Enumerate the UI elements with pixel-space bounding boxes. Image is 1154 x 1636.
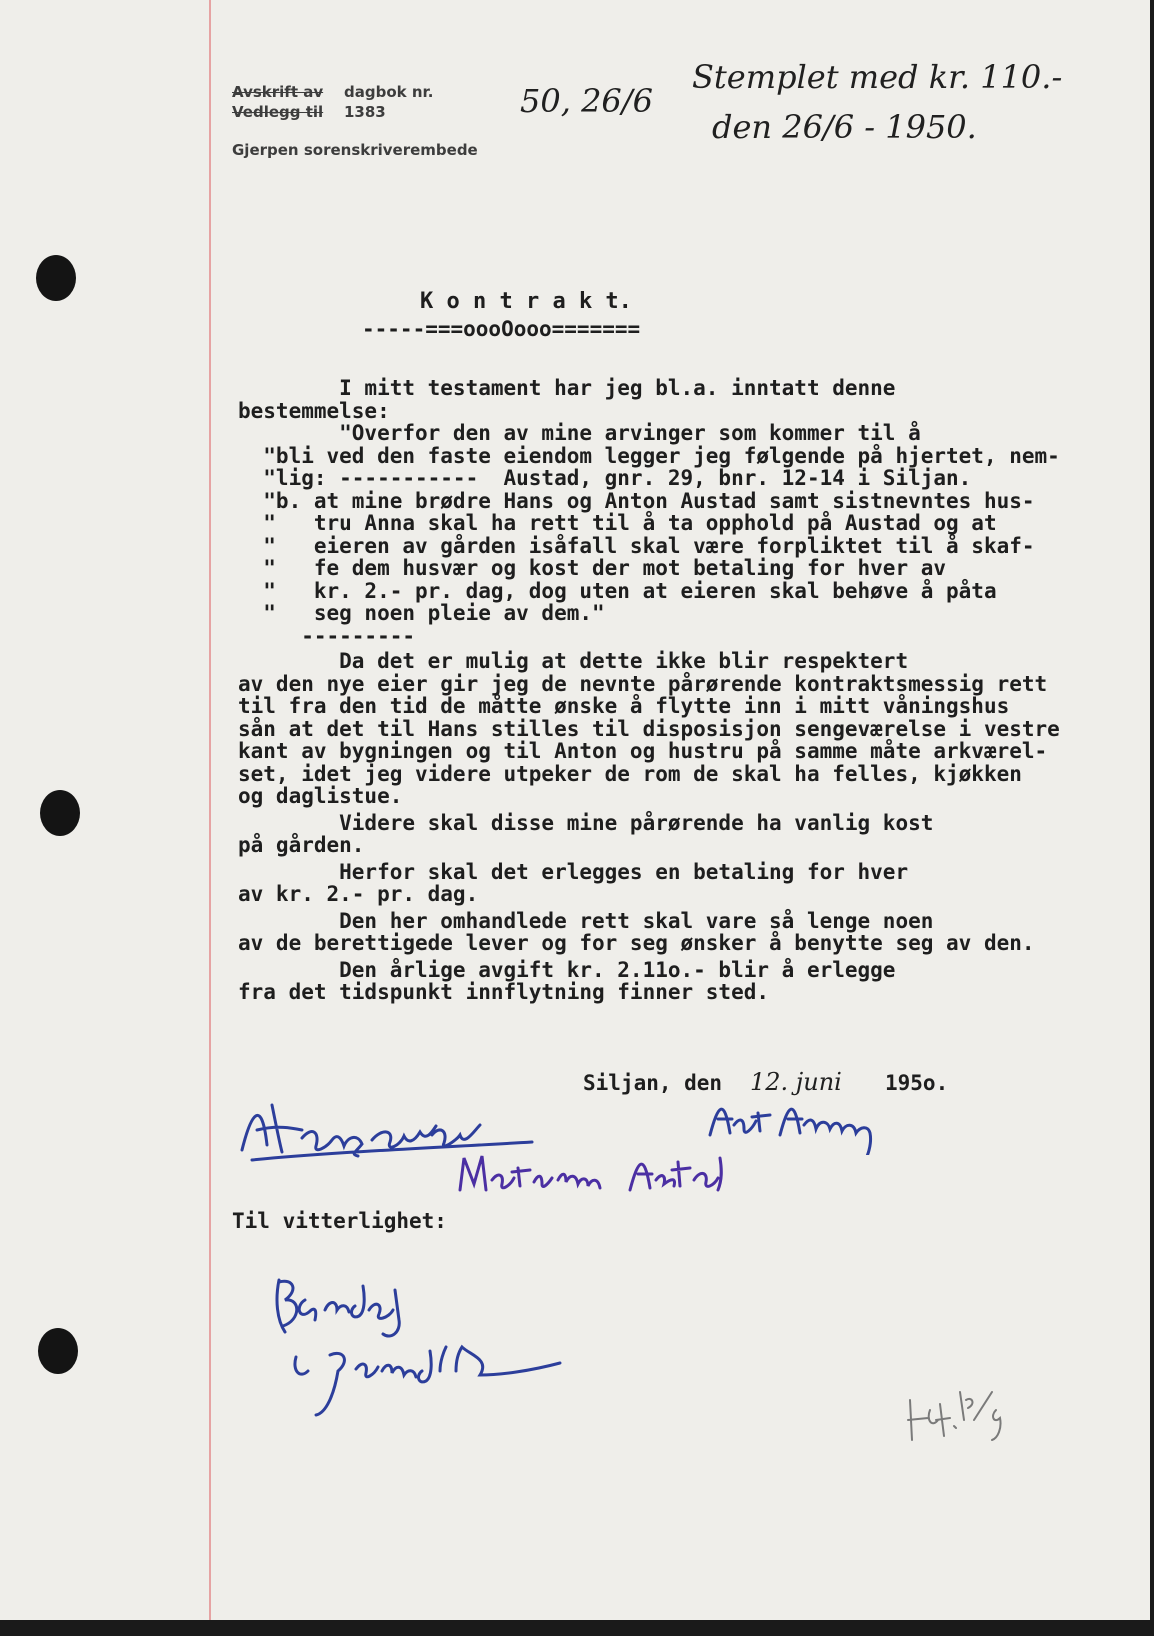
contract-line: " kr. 2.- pr. dag, dog uten at eieren skal behøve å påta (238, 579, 997, 603)
contract-line: " tru Anna skal ha rett til å ta opphold på Austad og at (238, 511, 997, 535)
contract-line: Videre skal disse mine pårørende ha vanlig kost (238, 811, 934, 835)
contract-line: av de berettigede lever og for seg ønsker å benytte seg av den. (238, 931, 1035, 955)
stamp-line-vedlegg: Vedlegg til (232, 103, 324, 121)
contract-line: " eieren av gården isåfall skal være forpliktet til å skaf- (238, 534, 1035, 558)
contract-line: " seg noen pleie av dem." (238, 601, 605, 625)
contract-line: bestemmelse: (238, 399, 390, 423)
scan-border-right (1150, 0, 1154, 1636)
contract-line: til fra den tid de måtte ønske å flytte inn i mitt våningshus (238, 694, 1010, 718)
office-stamp (232, 82, 478, 160)
handwritten-stamped-amount: Stemplet med kr. 110.- (692, 58, 1063, 96)
contract-line: fra det tidspunkt innflytning finner sted. (238, 980, 770, 1004)
contract-line: Da det er mulig at dette ikke blir respektert (238, 649, 909, 673)
document-title: K o n t r a k t. (420, 289, 632, 314)
contract-line: kant av bygningen og til Anton og hustru på samme måte arkværel- (238, 739, 1048, 763)
contract-line: --------- (238, 624, 416, 648)
contract-line: av den nye eier gir jeg de nevnte pårørende kontraktsmessig rett (238, 672, 1048, 696)
margin-line (209, 0, 211, 1636)
stamp-line-avskrift: Avskrift av (232, 83, 324, 101)
signing-place: Siljan, den (583, 1071, 723, 1095)
handwritten-signing-date: 12. juni (750, 1068, 842, 1096)
pencil-note (900, 1380, 1020, 1460)
contract-line: I mitt testament har jeg bl.a. inntatt denne (238, 376, 896, 400)
contract-line: av kr. 2.- pr. dag. (238, 882, 479, 906)
contract-line: "b. at mine brødre Hans og Anton Austad samt sistnevntes hus- (238, 489, 1035, 513)
contract-line: "Overfor den av mine arvinger som kommer til å (238, 421, 921, 445)
punch-hole (38, 1328, 78, 1374)
punch-hole (40, 790, 80, 836)
contract-line: sån at det til Hans stilles til disposisjon sengeværelse i vestre (238, 717, 1060, 741)
signing-year: 195o. (885, 1071, 949, 1095)
witness-label: Til vitterlighet: (232, 1209, 447, 1233)
handwritten-dagbok-date: 50, 26/6 (520, 82, 653, 120)
contract-line: Den her omhandlede rett skal vare så lenge noen (238, 909, 934, 933)
contract-line: på gården. (238, 833, 365, 857)
contract-line: Den årlige avgift kr. 2.11o.- blir å erlegge (238, 958, 896, 982)
punch-hole (36, 255, 76, 301)
stamp-office: Gjerpen sorenskriverembede (232, 141, 478, 159)
contract-line: og daglistue. (238, 784, 403, 808)
witness-signature-2 (290, 1335, 590, 1425)
handwritten-stamped-date: den 26/6 - 1950. (712, 108, 977, 146)
contract-line: Herfor skal det erlegges en betaling for hver (238, 860, 909, 884)
scan-border-bottom (0, 1620, 1154, 1636)
stamp-dagbok: dagbok nr. 1383 (344, 83, 434, 121)
title-rule: -----===oooOooo======= (362, 317, 641, 341)
contract-line: "lig: ----------- Austad, gnr. 29, bnr. 12-14 i Siljan. (238, 466, 972, 490)
signature-martinius-austad (450, 1140, 770, 1210)
contract-line: set, idet jeg videre utpeker de rom de skal ha felles, kjøkken (238, 762, 1022, 786)
contract-line: " fe dem husvær og kost der mot betaling for hver av (238, 556, 947, 580)
contract-line: "bli ved den faste eiendom legger jeg følgende på hjertet, nem- (238, 444, 1060, 468)
